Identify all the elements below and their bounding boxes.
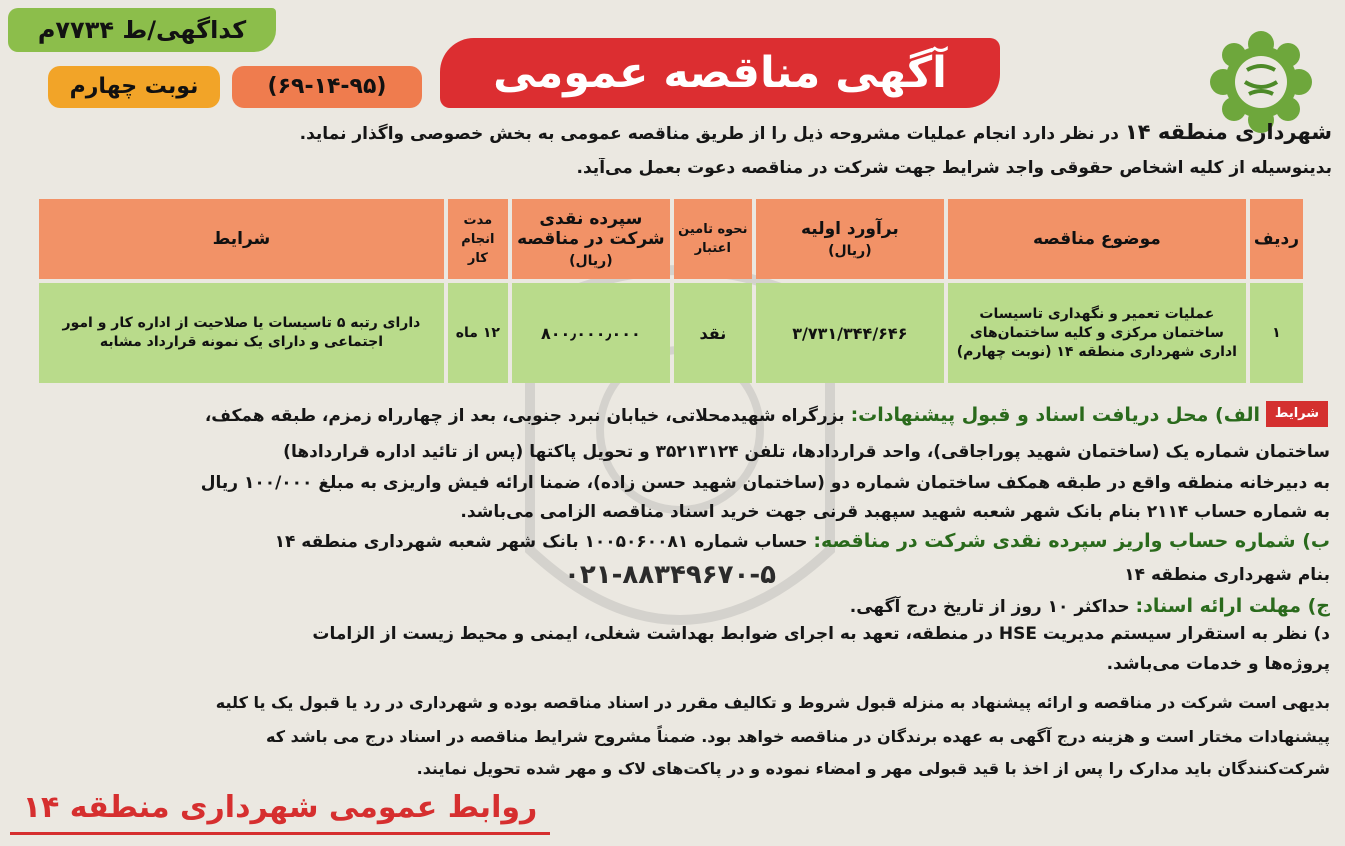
- closing-line-2: پیشنهادات مختار است و هزینه درج آگهی به عهده برندگان در مناقصه خواهد بود. ضمناً مشروح شرایط مناقصه در اسناد درج می باشد که: [266, 727, 1330, 746]
- condition-a-line-1: [30, 403, 1260, 428]
- intro-line-2: بدینوسیله از کلیه اشخاص حقوقی واجد شرایط جهت شرکت در مناقصه دعوت بعمل می‌آید.: [576, 158, 1332, 178]
- col-estimate-unit: (ریال): [828, 243, 872, 259]
- col-duration: مدت انجام کار: [448, 199, 508, 279]
- condition-c-line: [30, 594, 1330, 619]
- tender-number-badge: (۶۹-۱۴-۹۵): [232, 66, 422, 108]
- cell-deposit: ۸۰۰٫۰۰۰٫۰۰۰: [512, 283, 670, 383]
- condition-a-line-2: ساختمان شماره یک (ساختمان شهید پوراجاقی)، واحد قراردادها، تلفن ۳۵۲۱۳۱۲۴ و تحویل پاکتها (پس از تائید اداره قراردادها): [283, 442, 1330, 462]
- page-title: آگهی مناقصه عمومی: [440, 38, 1000, 108]
- condition-b-line-1: [30, 529, 1330, 554]
- col-estimate-label: برآورد اولیه: [800, 219, 899, 239]
- condition-d-line-1: د) نظر به استقرار سیستم مدیریت HSE در منطقه، تعهد به اجرای ضوابط بهداشت شغلی، ایمنی و محیط زیست از الزامات: [312, 624, 1330, 644]
- intro-text-1: در نظر دارد انجام عملیات مشروحه ذیل را از طریق مناقصه عمومی به بخش خصوصی واگذار نماید.: [299, 124, 1125, 144]
- condition-d-line-2: پروژه‌ها و خدمات می‌باشد.: [1106, 654, 1330, 674]
- col-deposit-unit: (ریال): [569, 253, 613, 269]
- ad-code-badge: کداگهی/ط ۷۷۳۴م: [8, 8, 276, 52]
- condition-c-text: حداکثر ۱۰ روز از تاریخ درج آگهی.: [849, 597, 1136, 617]
- intro-line-1: [18, 120, 1332, 144]
- col-funding: نحوه تامین اعتبار: [674, 199, 752, 279]
- condition-c-heading: ج) مهلت ارائه اسناد:: [1135, 595, 1330, 617]
- logo-icon: [1195, 30, 1327, 134]
- cell-row-no: ۱: [1250, 283, 1303, 383]
- cell-duration: ۱۲ ماه: [448, 283, 508, 383]
- condition-b-text-1: حساب شماره ۱۰۰۵۰۶۰۰۸۱ بانک شهر شعبه شهرداری منطقه ۱۴: [274, 532, 814, 552]
- condition-a-heading: الف) محل دریافت اسناد و قبول پیشنهادات:: [850, 404, 1260, 426]
- col-conditions: شرایط: [39, 199, 444, 279]
- organization-name: شهرداری منطقه ۱۴: [1124, 120, 1332, 144]
- table-header-row: [39, 199, 1303, 279]
- cell-funding: نقد: [674, 283, 752, 383]
- phone-number: ۰۲۱-۸۸۳۴۹۶۷۰-۵: [563, 560, 776, 590]
- col-estimate: [756, 199, 944, 279]
- condition-a-line-4: به شماره حساب ۲۱۱۴ بنام بانک شهر شعبه شهید سپهبد قرنی جهت خرید اسناد مناقصه الزامی می‌باشد.: [460, 502, 1330, 522]
- cell-conditions: دارای رتبه ۵ تاسیسات یا صلاحیت از اداره کار و امور اجتماعی و دارای یک نمونه قرارداد مشابه: [39, 283, 444, 383]
- cell-subject: عملیات تعمیر و نگهداری تاسیسات ساختمان مرکزی و کلیه ساختمان‌های اداری شهرداری منطقه ۱۴ (نوبت چهارم): [948, 283, 1246, 383]
- condition-b-heading: ب) شماره حساب واریز سپرده نقدی شرکت در مناقصه:: [813, 530, 1330, 552]
- cell-estimate: ۳/۷۳۱/۳۴۴/۶۴۶: [756, 283, 944, 383]
- condition-a-line-3: به دبیرخانه منطقه واقع در طبقه همکف ساختمان شماره دو (ساختمان شهید حسن زاده)، ضمنا ارائه فیش واریزی به مبلغ ۱۰۰/۰۰۰ ریال: [200, 473, 1330, 493]
- closing-line-3: شرکت‌کنندگان باید مدارک را پس از اخذ با قید قبولی مهر و امضاء نموده و در پاکت‌های لاک و مهر شده تحویل نمایند.: [416, 759, 1330, 778]
- col-subject: موضوع مناقصه: [948, 199, 1246, 279]
- col-deposit-label: سپرده نقدی شرکت در مناقصه: [517, 209, 665, 249]
- footer-signature: روابط عمومی شهرداری منطقه ۱۴: [10, 784, 550, 835]
- turn-badge: نوبت چهارم: [48, 66, 220, 108]
- table-row: [39, 283, 1303, 383]
- col-row-no: ردیف: [1250, 199, 1303, 279]
- tender-table: [35, 195, 1307, 387]
- condition-b-line-2: بنام شهرداری منطقه ۱۴: [1124, 565, 1330, 585]
- condition-a-text-1: بزرگراه شهیدمحلاتی، خیابان نبرد جنوبی، بعد از چهارراه زمزم، طبقه همکف،: [204, 406, 851, 426]
- col-deposit: [512, 199, 670, 279]
- conditions-tag: شرایط: [1266, 401, 1328, 427]
- closing-line-1: بدیهی است شرکت در مناقصه و ارائه پیشنهاد به منزله قبول شروط و تکالیف مقرر در اسناد مناقصه بوده و شهرداری در رد یا قبول یک یا کلیه: [215, 693, 1330, 712]
- municipality-logo: [1195, 30, 1327, 134]
